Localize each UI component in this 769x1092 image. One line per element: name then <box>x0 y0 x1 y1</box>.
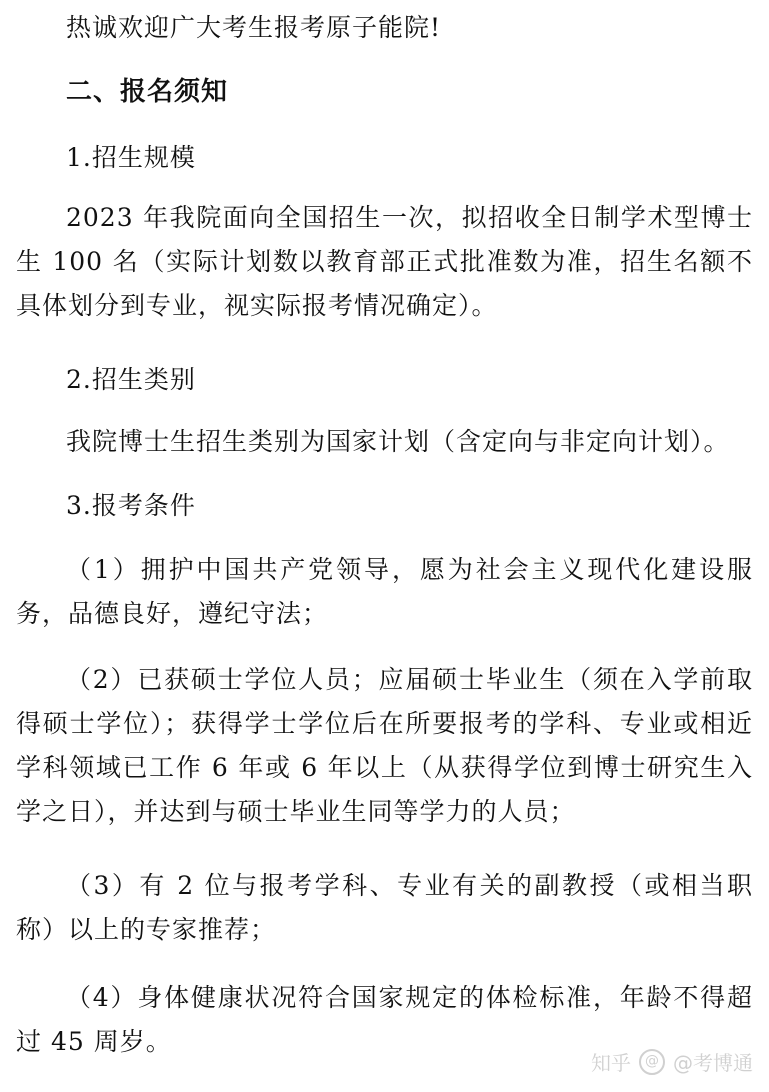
condition-3: （3）有 2 位与报考学科、专业有关的副教授（或相当职称）以上的专家推荐； <box>16 871 753 944</box>
intro-line: 热诚欢迎广大考生报考原子能院! <box>66 13 442 42</box>
condition-2: （2）已获硕士学位人员；应届硕士毕业生（须在入学前取得硕士学位）；获得学士学位后在所要报考的学科、专业或相近学科领域已工作 6 年或 6 年以上（从获得学位到博士研究生入学之日），并达到与硕士毕业生同等学力的人员； <box>16 665 753 826</box>
watermark-author: @考博通 <box>673 1051 753 1075</box>
condition-1: （1）拥护中国共产党领导，愿为社会主义现代化建设服务，品德良好，遵纪守法； <box>16 555 753 628</box>
item2-text: 我院博士生招生类别为国家计划（含定向与非定向计划）。 <box>66 427 730 456</box>
item3-heading: 3.报考条件 <box>66 491 196 520</box>
item1-heading: 1.招生规模 <box>66 143 196 172</box>
watermark-site: 知乎 <box>591 1051 631 1075</box>
watermark <box>591 1047 753 1076</box>
condition-4: （4）身体健康状况符合国家规定的体检标准，年龄不得超过 45 周岁。 <box>16 983 753 1056</box>
zhihu-logo-icon: @ <box>639 1049 665 1075</box>
item2-heading: 2.招生类别 <box>66 365 196 394</box>
item1-text: 2023 年我院面向全国招生一次，拟招收全日制学术型博士生 100 名（实际计划数以教育部正式批准数为准，招生名额不具体划分到专业，视实际报考情况确定）。 <box>16 203 753 320</box>
section-title: 二、报名须知 <box>66 77 229 107</box>
